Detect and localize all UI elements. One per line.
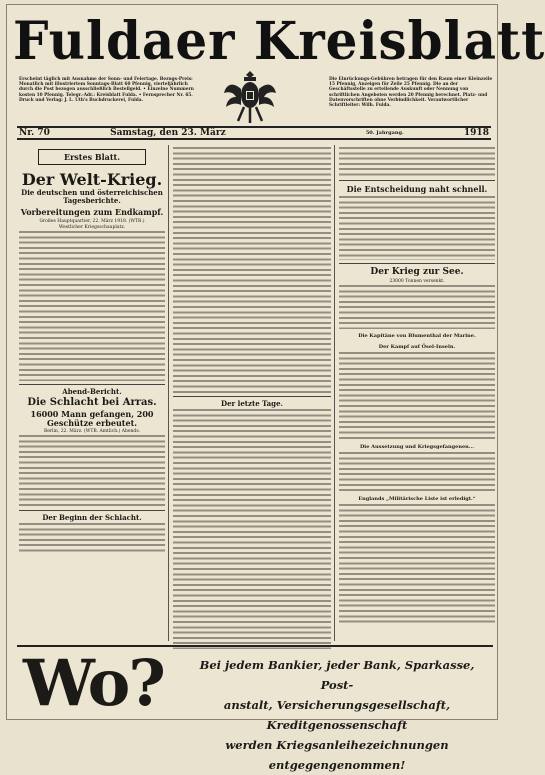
divider xyxy=(19,384,165,385)
eagle-coat-of-arms-icon xyxy=(222,67,278,125)
ad-line: Bei jedem Bankier, jeder Bank, Sparkasse, Post- xyxy=(199,658,475,692)
main-subheadline: Die deutschen und österreichischen Tagesberichte. xyxy=(21,188,163,205)
ad-headline: Wo? xyxy=(23,646,164,721)
article-body xyxy=(339,285,495,329)
article-subheadline: 23000 Tonnen versenkt. xyxy=(389,279,445,284)
divider xyxy=(19,510,165,511)
dateline-text: Großes Hauptquartier, 22. März 1918. (WTB.) xyxy=(39,219,145,224)
article-body xyxy=(339,147,495,177)
ad-line: anstalt, Versicherungsgesellschaft, Kreditgenossenschaft xyxy=(223,698,451,732)
article-body xyxy=(339,504,495,624)
divider xyxy=(173,396,331,397)
newspaper-title: Fuldaer Kreisblatt xyxy=(13,9,545,72)
article-headline: Die Kapitäne von Blumenthal der Marine. xyxy=(358,333,476,339)
ad-text xyxy=(183,655,491,775)
dateline xyxy=(17,126,491,140)
article-headline: Vorbereitungen zum Endkampf. xyxy=(20,207,164,217)
article-body xyxy=(19,435,165,507)
issue-date: Samstag, den 23. März xyxy=(110,128,226,138)
column-1 xyxy=(19,145,165,641)
article-body xyxy=(173,409,331,649)
article-subheadline: 16000 Mann gefangen, 200 Geschütze erbeutet. xyxy=(30,409,154,428)
article-headline: Die Aussetzung und Kriegsgefangenen... xyxy=(359,444,475,450)
newspaper-page xyxy=(6,4,545,772)
article-body xyxy=(19,523,165,553)
article-body xyxy=(339,452,495,492)
article-headline: Der Kampf auf Ösel-Inseln. xyxy=(378,344,456,350)
section-subtitle: Westlicher Kriegsschauplatz. xyxy=(58,225,126,230)
column-3 xyxy=(339,145,495,641)
issue-number: Nr. 70 xyxy=(19,128,50,138)
subscription-info: Erscheint täglich mit Ausnahme der Sonn- und Feiertage. Bezugs-Preis: Monatlich mit illustriertem Sonntags-Blatt 60 Pfennig, vierteljährlich durch die Post bezogen ausschließlich Bestellgeld. • Einzelne Nummern kosten 10 Pfennig. Telegr.-Adr.: Kreisblatt Fulda. • Fernsprecher Nr. 65. Druck und Verlag: J. L. Uth's Buchdruckerei, Fulda. xyxy=(19,77,194,103)
article-headline: Der Krieg zur See. xyxy=(370,267,464,277)
ad-line: werden Kriegsanleihezeichnungen entgegengenommen! xyxy=(225,738,449,772)
divider xyxy=(339,263,495,264)
article-headline: Die Entscheidung naht schnell. xyxy=(346,184,488,194)
masthead xyxy=(13,9,545,73)
article-headline: Englands „Militärische Liste ist erledigt.“ xyxy=(358,496,476,502)
war-loan-advertisement xyxy=(17,645,493,772)
article-headline: Abend-Bericht. xyxy=(62,387,122,396)
column-2 xyxy=(173,145,331,641)
article-body xyxy=(173,147,331,393)
volume: 50. Jahrgang. xyxy=(365,130,404,136)
article-headline: Die Schlacht bei Arras. xyxy=(27,397,157,408)
column-divider xyxy=(168,145,169,641)
issue-year: 1918 xyxy=(463,128,489,138)
article-headline: Der letzte Tage. xyxy=(221,399,283,408)
main-headline: Der Welt-Krieg. xyxy=(21,170,163,189)
divider xyxy=(339,180,495,181)
article-body xyxy=(19,231,165,381)
article-body xyxy=(339,352,495,440)
article-body xyxy=(339,196,495,260)
advertising-rates-info: Die Einrückungs-Gebühren betragen für den Raum einer Kleinzeile 15 Pfennig, Anzeigen für Zeile 25 Pfennig. Die an der Geschäftsstelle zu erteilende Auskunft oder Nennung von schriftlichen Angeboten werden 20 Pfennig berechnet. Platz- und Datenvorschriften ohne Verbindlichkeit. Verantwortlicher Schriftleiter: Wilh. Fulda. xyxy=(329,77,493,109)
dateline-text: Berlin, 22. März. (WTB. Amtlich.) Abends. xyxy=(43,429,141,434)
article-headline: Der Beginn der Schlacht. xyxy=(42,513,142,522)
section-label: Erstes Blatt. xyxy=(38,149,146,165)
column-divider xyxy=(334,145,335,641)
